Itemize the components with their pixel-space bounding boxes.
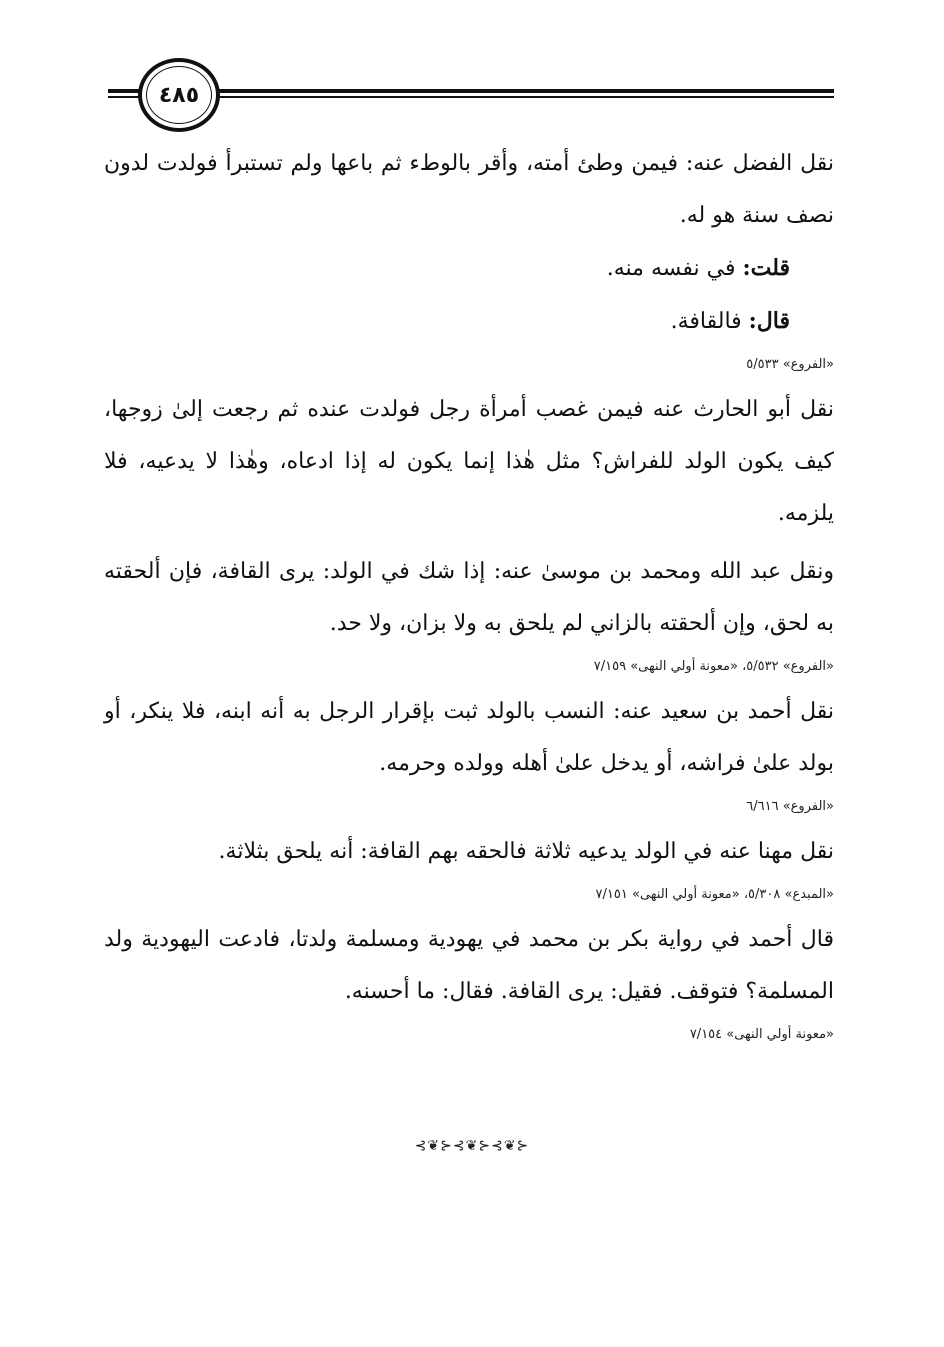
paragraph: قال أحمد في رواية بكر بن محمد في يهودية ومسلمة ولدتا، فادعت اليهودية ولد المسلمة؟ فتوقف. فقيل: يرى القافة. فقال: ما أحسنه. — [104, 927, 834, 1004]
paragraph: نقل أحمد بن سعيد عنه: النسب بالولد ثبت بإقرار الرجل به أنه ابنه، فلا ينكر، أو بولد علىٰ فراشه، أو يدخل علىٰ أهله وولده وحرمه. — [104, 699, 834, 776]
page-number-medallion — [138, 58, 220, 132]
page-body — [104, 138, 834, 1054]
reference-note: «المبدع» ٥/٣٠٨، «معونة أولي النهى» ٧/١٥١ — [595, 887, 834, 902]
paragraph-text: فالقافة. — [670, 309, 749, 334]
paragraph: نقل الفضل عنه: فيمن وطئ أمته، وأقر بالوطء ثم باعها ولم تستبرأ فولدت لدون نصف سنة هو له. — [104, 151, 834, 228]
paragraph-label: قال: — [748, 308, 790, 334]
paragraph-label: قلت: — [742, 255, 790, 281]
reference-note: «الفروع» ٥/٥٣٣ — [746, 357, 834, 372]
paragraph-quote — [104, 242, 834, 295]
paragraph: نقل أبو الحارث عنه فيمن غصب أمرأة رجل فولدت عنده ثم رجعت إلىٰ زوجها، كيف يكون الولد للفراش؟ مثل هٰذا إنما يكون له إذا ادعاه، وهٰذا لا يدعيه، فلا يلزمه. — [104, 397, 834, 526]
page-header — [108, 58, 834, 138]
reference-note: «الفروع» ٥/٥٣٢، «معونة أولي النهى» ٧/١٥٩ — [593, 659, 834, 674]
paragraph-quote — [104, 295, 834, 348]
section-end-ornament: ⊰❦⊱⊰❦⊱⊰❦⊱ — [414, 1138, 530, 1154]
page-number: ٤٨٥ — [158, 82, 200, 108]
paragraph-text: في نفسه منه. — [606, 256, 743, 281]
reference-note: «معونة أولي النهى» ٧/١٥٤ — [689, 1027, 834, 1042]
paragraph: نقل مهنا عنه في الولد يدعيه ثلاثة فالحقه بهم القافة: أنه يلحق بثلاثة. — [218, 839, 834, 864]
reference-note: «الفروع» ٦/٦١٦ — [746, 799, 834, 814]
paragraph: ونقل عبد الله ومحمد بن موسىٰ عنه: إذا شك في الولد: يرى القافة، فإن ألحقته به لحق، وإن ألحقته بالزاني لم يلحق به ولا بزان، ولا حد. — [104, 559, 834, 636]
